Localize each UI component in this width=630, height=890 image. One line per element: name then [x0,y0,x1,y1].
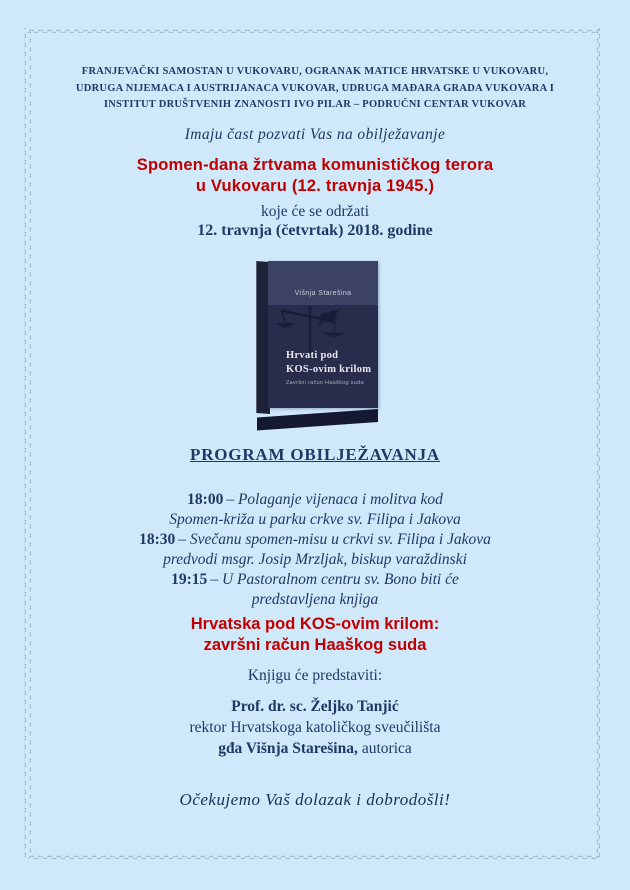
organizers-line-3: INSTITUT DRUŠTVENIH ZNANOSTI IVO PILAR – PODRUČNI CENTAR VUKOVAR [103,99,527,110]
presenter-line [0,738,630,759]
book-subtitle: Završni račun Haaškog suda [286,380,364,386]
schedule-line [0,510,630,530]
schedule-time: 18:00 [187,491,224,508]
event-date: 12. travnja (četvrtak) 2018. godine [197,222,433,239]
book-promo-line-1: Hrvatska pod KOS-ovim krilom: [190,615,440,633]
schedule-line [0,570,630,590]
schedule-line [0,490,630,510]
schedule-text: – U Pastoralnom centru sv. Bono biti će [210,571,459,588]
presenters-list [0,696,630,759]
schedule-line [0,550,630,570]
invitation-intro: Imaju čast pozvati Vas na obilježavanje [184,126,446,143]
event-title-line-1: Spomen-dana žrtvama komunističkog terora [136,156,494,174]
book-front-cover [268,261,378,408]
book-cover [256,261,378,421]
organizers-line-2: UDRUGA NIJEMACA I AUSTRIJANACA VUKOVAR, UDRUGA MAĐARA GRADA VUKOVARA I [75,82,555,94]
program-heading: PROGRAM OBILJEŽAVANJA [190,445,440,464]
book-promo-line-2: završni račun Haaškog suda [203,636,427,654]
organizers-line-1: FRANJEVAČKI SAMOSTAN U VUKOVARU, OGRANAK MATICE HRVATSKE U VUKOVARU, [81,66,549,77]
schedule-text: – Polaganje vijenaca i molitva kod [226,491,443,508]
book-bottom-edge [257,409,378,430]
presenter-name: Prof. dr. sc. Željko Tanjić [231,698,399,715]
presenters-intro: Knjigu će predstaviti: [247,667,383,684]
schedule-text: predvodi msgr. Josip Mrzljak, biskup varaždinski [163,551,467,568]
closing-message: Očekujemo Vaš dolazak i dobrodošli! [179,790,451,809]
presenter-name: gđa Višnja Starešina, [218,740,358,757]
schedule-text: predstavljena knjiga [251,591,379,608]
book-title [286,349,371,376]
book-promo-title [0,614,630,656]
program-schedule [0,490,630,610]
organizers-header [0,64,630,114]
event-title-line-2: u Vukovaru (12. travnja 1945.) [195,177,435,195]
presenter-role: rektor Hrvatskoga katoličkog sveučilišta [189,719,441,736]
schedule-line [0,530,630,550]
event-held-text: koje će se održati [260,203,369,220]
schedule-time: 18:30 [139,531,176,548]
book-author: Višnja Starešina [294,290,352,297]
schedule-line [0,590,630,610]
schedule-text: – Svečanu spomen-misu u crkvi sv. Filipa i Jakova [178,531,491,548]
schedule-time: 19:15 [171,571,208,588]
presenter-role: autorica [361,740,412,757]
event-title [0,155,630,197]
book-title-line-1: Hrvati pod [286,350,339,361]
schedule-text: Spomen-križa u parku crkve sv. Filipa i Jakova [169,511,461,528]
book-title-line-2: KOS-ovim krilom [286,363,372,375]
